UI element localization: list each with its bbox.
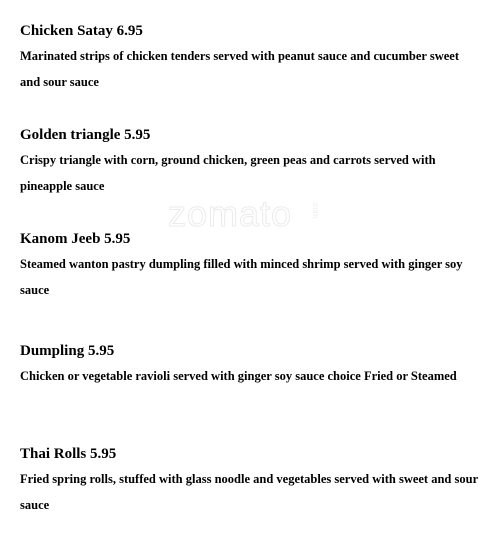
menu-item-title: Kanom Jeeb 5.95 — [20, 231, 131, 247]
menu-item-description: Chicken or vegetable ravioli served with ginger soy sauce choice Fried or Steamed — [20, 369, 457, 383]
menu-item-thai-rolls — [20, 444, 482, 518]
zomato-watermark: zomato — [168, 193, 293, 234]
menu-item-title: Golden triangle 5.95 — [20, 127, 151, 143]
menu-item-title: Thai Rolls 5.95 — [20, 446, 117, 462]
menu-item-golden-triangle — [20, 125, 482, 199]
menu-item-description: Crispy triangle with corn, ground chicken, green peas and carrots served with pineapple sauce — [20, 153, 436, 193]
menu-item-description: Marinated strips of chicken tenders served with peanut sauce and cucumber sweet and sour sauce — [20, 49, 459, 89]
menu-item-kanom-jeeb — [20, 229, 482, 303]
menu-item-dumpling — [20, 341, 482, 389]
menu-item-chicken-satay — [20, 21, 482, 95]
menu-item-description: Steamed wanton pastry dumpling filled with minced shrimp served with ginger soy sauce — [20, 257, 463, 297]
menu-item-description: Fried spring rolls, stuffed with glass noodle and vegetables served with sweet and sour sauce — [20, 472, 478, 512]
menu-item-title: Dumpling 5.95 — [20, 343, 115, 359]
menu-item-title: Chicken Satay 6.95 — [20, 23, 143, 39]
zomato-watermark-suffix: .com — [311, 201, 320, 219]
